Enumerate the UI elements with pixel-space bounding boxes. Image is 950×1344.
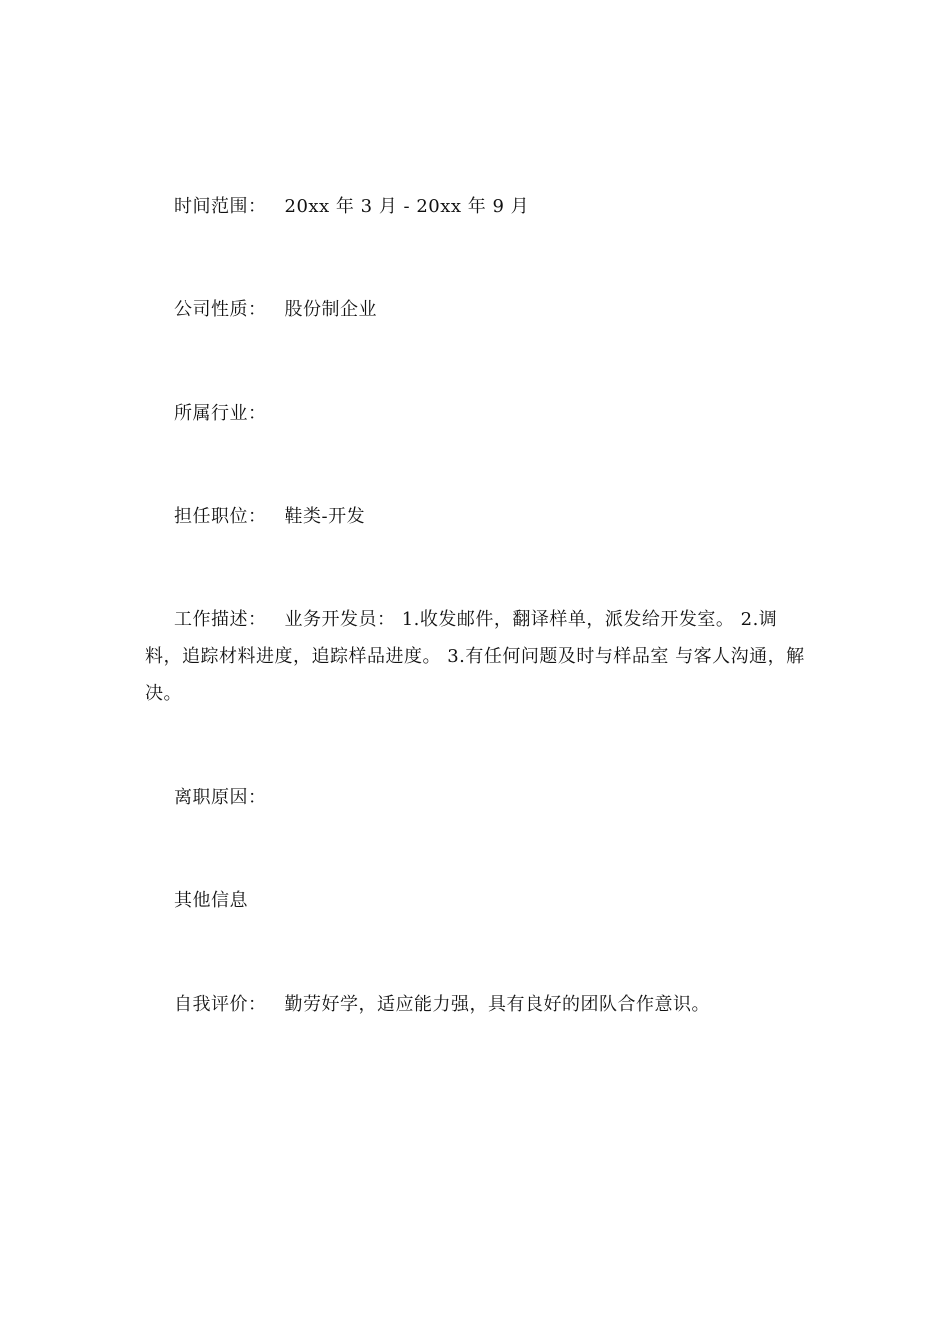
- leave-reason-label: 离职原因：: [174, 787, 267, 808]
- industry-label: 所属行业：: [174, 403, 267, 424]
- position-label: 担任职位：: [174, 506, 267, 527]
- other-info-line: [145, 882, 805, 919]
- job-description-paragraph: [145, 601, 805, 712]
- position-line: [145, 498, 805, 535]
- industry-line: [145, 395, 805, 432]
- time-range-label: 时间范围：: [174, 196, 267, 217]
- leave-reason-line: [145, 779, 805, 816]
- company-type-label: 公司性质：: [174, 299, 267, 320]
- company-type-value: 股份制企业: [284, 299, 377, 320]
- company-type-line: [145, 291, 805, 328]
- job-description-label: 工作描述：: [174, 609, 267, 630]
- self-evaluation-line: [145, 986, 805, 1023]
- time-range-line: [145, 188, 805, 225]
- self-evaluation-value: 勤劳好学，适应能力强，具有良好的团队合作意识。: [284, 994, 710, 1015]
- time-range-value: 20xx 年 3 月 - 20xx 年 9 月: [284, 196, 530, 217]
- self-evaluation-label: 自我评价：: [174, 994, 267, 1015]
- position-value: 鞋类-开发: [284, 506, 366, 527]
- other-info-label: 其他信息: [174, 890, 248, 911]
- job-description-value: 业务开发员： 1.收发邮件，翻译样单，派发给开发室。 2.调料，追踪材料进度，追踪样品进度。 3.有任何问题及时与样品室 与客人沟通，解决。: [145, 609, 805, 704]
